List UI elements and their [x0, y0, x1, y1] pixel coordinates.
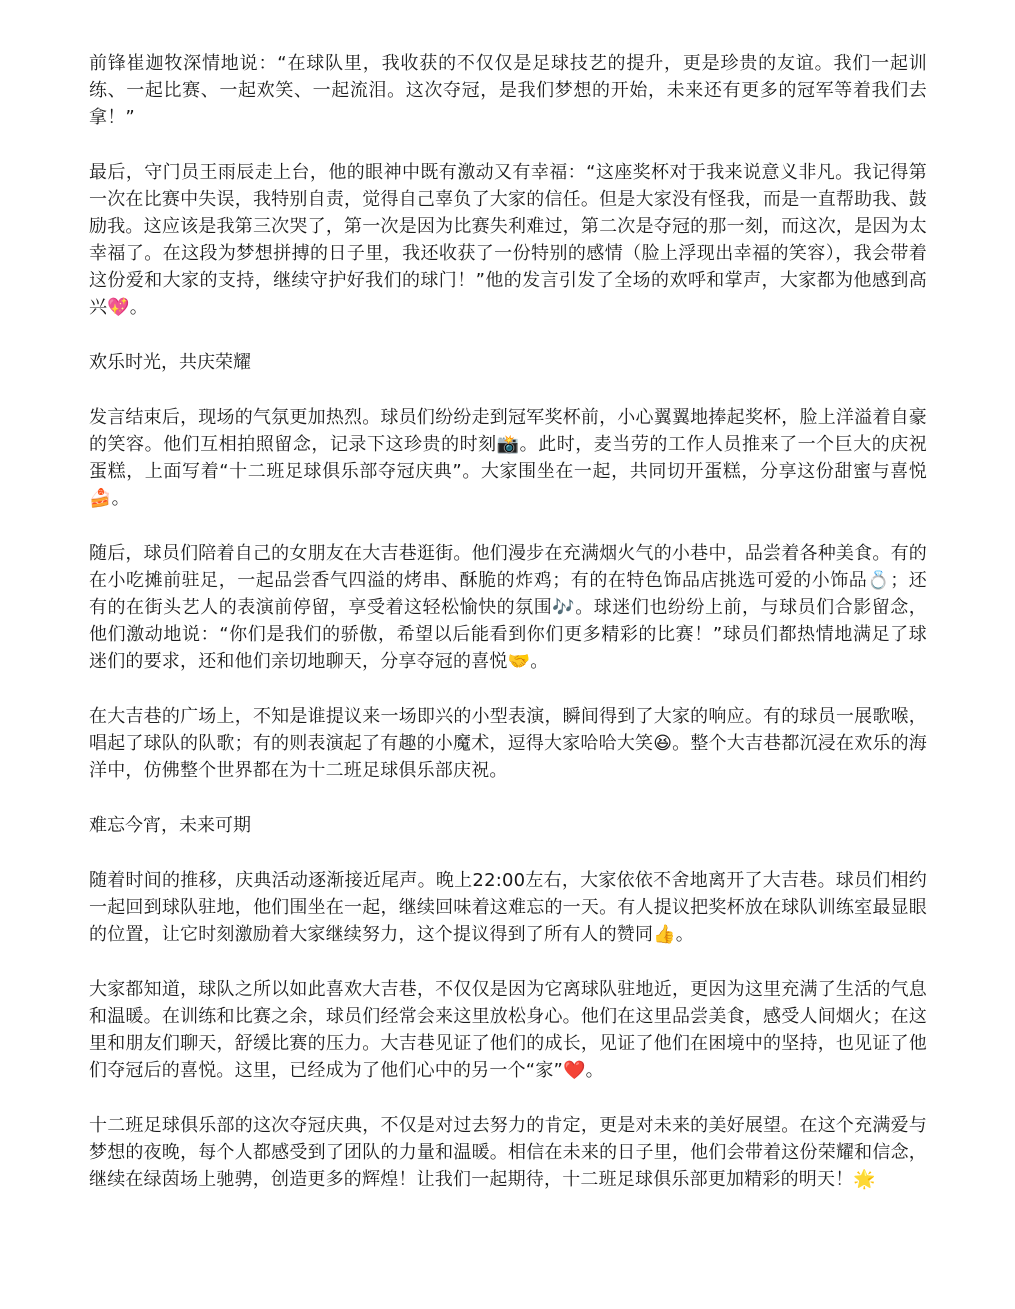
paragraph-goalkeeper-speech: 最后，守门员王雨辰走上台，他的眼神中既有激动又有幸福：“这座奖杯对于我来说意义非凡。我记得第一次在比赛中失误，我特别自责，觉得自己辜负了大家的信任。但是大家没有怪我，而是一直帮助我、鼓励我。这应该是我第三次哭了，第一次是因为比赛失利难过，第二次是夺冠的那一刻，而这次，是因为太幸福了。在这段为梦想拼搏的日子里，我还收获了一份特别的感情（脸上浮现出幸福的笑容），我会带着这份爱和大家的支持，继续守护好我们的球门！”他的发言引发了全场的欢呼和掌声，大家都为他感到高兴💖。	[89, 162, 927, 318]
paragraph-cake: 发言结束后，现场的气氛更加热烈。球员们纷纷走到冠军奖杯前，小心翼翼地捧起奖杯，脸上洋溢着自豪的笑容。他们互相拍照留念，记录下这珍贵的时刻📸。此时，麦当劳的工作人员推来了一个巨大的庆祝蛋糕，上面写着“十二班足球俱乐部夺冠庆典”。大家围坐在一起，共同切开蛋糕，分享这份甜蜜与喜悦🍰。	[89, 407, 927, 509]
section-heading-unforgettable: 难忘今宵，未来可期	[89, 815, 251, 836]
paragraph-street-stroll: 随后，球员们陪着自己的女朋友在大吉巷逛街。他们漫步在充满烟火气的小巷中，品尝着各种美食。有的在小吃摊前驻足，一起品尝香气四溢的烤串、酥脆的炸鸡；有的在特色饰品店挑选可爱的小饰品💍；还有的在街头艺人的表演前停留，享受着这轻松愉快的氛围🎶。球迷们也纷纷上前，与球员们合影留念，他们激动地说：“你们是我们的骄傲，希望以后能看到你们更多精彩的比赛！”球员们都热情地满足了球迷们的要求，还和他们亲切地聊天，分享夺冠的喜悦🤝。	[89, 543, 927, 672]
paragraph-square-show: 在大吉巷的广场上，不知是谁提议来一场即兴的小型表演，瞬间得到了大家的响应。有的球员一展歌喉，唱起了球队的队歌；有的则表演起了有趣的小魔术，逗得大家哈哈大笑😆。整个大吉巷都沉浸在欢乐的海洋中，仿佛整个世界都在为十二班足球俱乐部庆祝。	[89, 706, 927, 781]
paragraph-conclusion: 十二班足球俱乐部的这次夺冠庆典，不仅是对过去努力的肯定，更是对未来的美好展望。在这个充满爱与梦想的夜晚，每个人都感受到了团队的力量和温暖。相信在未来的日子里，他们会带着这份荣耀和信念，继续在绿茵场上驰骋，创造更多的辉煌！让我们一起期待，十二班足球俱乐部更加精彩的明天！🌟	[89, 1115, 927, 1190]
paragraph-forward-speech: 前锋崔迦牧深情地说：“在球队里，我收获的不仅仅是足球技艺的提升，更是珍贵的友谊。我们一起训练、一起比赛、一起欢笑、一起流泪。这次夺冠，是我们梦想的开始，未来还有更多的冠军等着我们去拿！”	[89, 53, 927, 128]
paragraph-return: 随着时间的推移，庆典活动逐渐接近尾声。晚上22:00左右，大家依依不舍地离开了大吉巷。球员们相约一起回到球队驻地，他们围坐在一起，继续回味着这难忘的一天。有人提议把奖杯放在球队训练室最显眼的位置，让它时刻激励着大家继续努力，这个提议得到了所有人的赞同👍。	[89, 870, 927, 945]
article-body	[89, 50, 927, 1221]
paragraph-daji-lane: 大家都知道，球队之所以如此喜欢大吉巷，不仅仅是因为它离球队驻地近，更因为这里充满了生活的气息和温暖。在训练和比赛之余，球员们经常会来这里放松身心。他们在这里品尝美食，感受人间烟火；在这里和朋友们聊天，舒缓比赛的压力。大吉巷见证了他们的成长，见证了他们在困境中的坚持，也见证了他们夺冠后的喜悦。这里，已经成为了他们心中的另一个“家”❤️。	[89, 979, 927, 1081]
section-heading-celebration: 欢乐时光，共庆荣耀	[89, 352, 251, 373]
